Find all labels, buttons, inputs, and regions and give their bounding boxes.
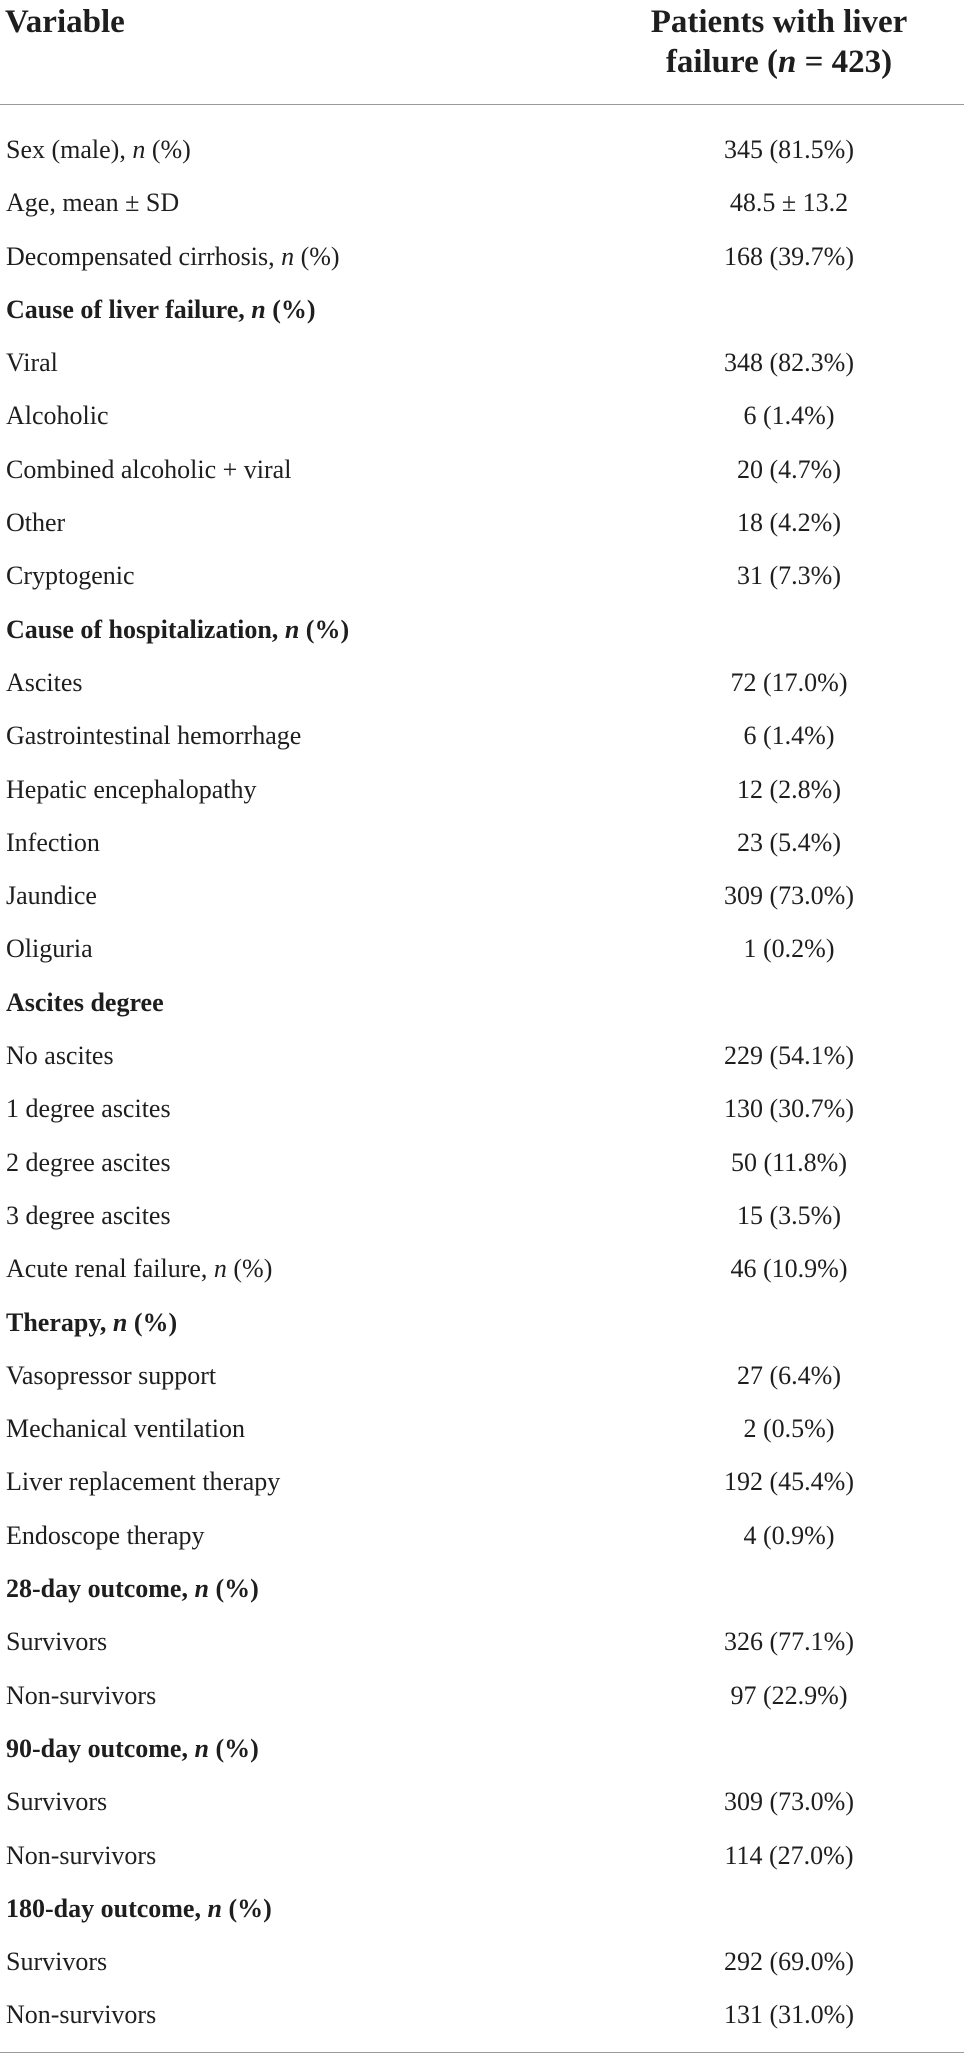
row-label	[6, 176, 179, 229]
row-label-text: Alcoholic	[6, 401, 109, 431]
row-label	[6, 123, 191, 176]
column-header-variable: Variable	[5, 4, 125, 40]
table-row	[0, 1029, 968, 1082]
header-rule	[0, 104, 964, 105]
row-value: 229 (54.1%)	[724, 1041, 854, 1071]
column-header-patients-line2	[610, 42, 948, 82]
row-label	[6, 816, 100, 869]
row-value: 20 (4.7%)	[737, 454, 841, 484]
table-row	[0, 1615, 968, 1668]
section-heading	[6, 603, 349, 656]
row-label-n: n	[132, 135, 146, 164]
row-label-n: n	[194, 1574, 209, 1604]
row-value: 168 (39.7%)	[724, 241, 854, 271]
row-value: 292 (69.0%)	[724, 1947, 854, 1977]
row-value: 345 (81.5%)	[724, 135, 854, 164]
row-label	[6, 656, 83, 709]
row-label	[6, 389, 109, 442]
row-label	[6, 336, 58, 389]
row-label	[6, 1988, 156, 2041]
row-label-text: Ascites	[6, 667, 83, 697]
row-label	[6, 1935, 107, 1988]
table-row	[0, 123, 968, 176]
row-label	[6, 443, 291, 496]
table-bottom-rule	[0, 2052, 964, 2053]
table-row	[0, 1829, 968, 1882]
row-label-text: Non-survivors	[6, 1840, 157, 1870]
row-label-n: n	[112, 1307, 128, 1337]
row-value: 192 (45.4%)	[724, 1467, 854, 1497]
row-label-text: Cause of liver failure,	[6, 294, 252, 324]
row-label-n: n	[281, 241, 295, 271]
row-value: 18 (4.2%)	[737, 508, 841, 538]
table-row	[0, 443, 968, 496]
row-label-n: n	[194, 1733, 209, 1763]
row-label-text: Combined alcoholic + viral	[6, 454, 292, 484]
table-row	[0, 1775, 968, 1828]
table-row	[0, 816, 968, 869]
row-label-text: Ascites degree	[6, 987, 164, 1017]
column-header-suffix: = 423)	[796, 44, 893, 80]
table-row	[0, 922, 968, 975]
row-label-suffix: (%)	[265, 294, 316, 324]
row-label	[6, 709, 301, 762]
row-label-text: 3 degree ascites	[6, 1200, 171, 1230]
row-label-text: Jaundice	[6, 881, 97, 911]
row-label	[6, 869, 97, 922]
row-label-suffix: (%)	[299, 614, 350, 644]
row-value: 1 (0.2%)	[743, 934, 835, 964]
row-label-text: Cause of hospitalization,	[6, 614, 285, 644]
row-label-text: Age, mean ± SD	[6, 188, 180, 218]
table-row	[0, 1189, 968, 1242]
row-label-text: 1 degree ascites	[6, 1094, 171, 1124]
table-row	[0, 1988, 968, 2041]
row-value: 2 (0.5%)	[743, 1414, 835, 1444]
row-label	[6, 922, 93, 975]
table-row	[0, 656, 968, 709]
column-header-n: n	[777, 44, 797, 80]
row-label-text: Cryptogenic	[6, 561, 135, 591]
row-label	[6, 1829, 156, 1882]
row-label-text: Infection	[6, 827, 100, 857]
section-heading	[6, 283, 316, 336]
row-value: 27 (6.4%)	[737, 1360, 841, 1390]
row-label-text: 2 degree ascites	[6, 1147, 171, 1177]
row-value: 72 (17.0%)	[730, 667, 848, 697]
row-label	[6, 1455, 280, 1508]
row-label-text: Survivors	[6, 1787, 108, 1817]
row-label-text: Survivors	[6, 1627, 108, 1657]
row-label-text: Vasopressor support	[6, 1360, 217, 1390]
table-row	[0, 496, 968, 549]
section-heading-row	[0, 1296, 968, 1349]
row-label-text: Therapy,	[6, 1307, 113, 1337]
row-label-text: 28-day outcome,	[6, 1574, 195, 1604]
row-label-text: Other	[6, 508, 66, 538]
row-label	[6, 1349, 216, 1402]
row-label-text: Non-survivors	[6, 2000, 157, 2030]
row-label-text: Hepatic encephalopathy	[6, 774, 257, 804]
row-value: 97 (22.9%)	[730, 1680, 848, 1710]
row-label-n: n	[284, 614, 300, 644]
row-label	[6, 1189, 171, 1242]
row-label-text: 180-day outcome,	[6, 1893, 208, 1923]
table-row	[0, 763, 968, 816]
row-label	[6, 1402, 245, 1455]
column-header-patients	[610, 2, 948, 82]
row-value: 48.5 ± 13.2	[729, 188, 849, 218]
row-label	[6, 1775, 107, 1828]
row-label-suffix: (%)	[294, 241, 340, 271]
row-label	[6, 496, 65, 549]
table-row	[0, 1136, 968, 1189]
section-heading	[6, 1882, 272, 1935]
row-value: 15 (3.5%)	[737, 1200, 841, 1230]
row-label-n: n	[251, 294, 266, 324]
row-label-text: Oliguria	[6, 934, 93, 964]
table-row	[0, 709, 968, 762]
section-heading	[6, 1722, 259, 1775]
row-value: 309 (73.0%)	[724, 881, 854, 911]
table-body	[0, 123, 968, 2042]
row-label-text: Gastrointestinal hemorrhage	[6, 721, 302, 751]
section-heading-row	[0, 603, 968, 656]
row-value: 46 (10.9%)	[730, 1254, 848, 1284]
row-value: 31 (7.3%)	[737, 561, 841, 591]
section-heading-row	[0, 1562, 968, 1615]
row-label	[6, 1242, 272, 1295]
row-label	[6, 230, 340, 283]
row-value: 348 (82.3%)	[724, 348, 854, 378]
table-row	[0, 549, 968, 602]
section-heading-row	[0, 1722, 968, 1775]
table-row	[0, 1455, 968, 1508]
row-label	[6, 1136, 171, 1189]
section-heading-row	[0, 976, 968, 1029]
row-label-text: Sex (male),	[6, 135, 133, 164]
row-value: 326 (77.1%)	[724, 1627, 854, 1657]
table-row	[0, 1242, 968, 1295]
table-row	[0, 336, 968, 389]
row-value: 50 (11.8%)	[730, 1147, 847, 1177]
row-label-text: Survivors	[6, 1947, 108, 1977]
section-heading-row	[0, 283, 968, 336]
row-value: 114 (27.0%)	[724, 1840, 854, 1870]
row-label	[6, 1029, 114, 1082]
table-row	[0, 1082, 968, 1135]
row-value: 12 (2.8%)	[737, 774, 841, 804]
row-label-text: Viral	[6, 348, 58, 378]
section-heading	[6, 1296, 177, 1349]
row-label	[6, 549, 135, 602]
row-label-suffix: (%)	[221, 1893, 272, 1923]
row-label	[6, 1082, 171, 1135]
column-header-prefix: failure (	[665, 44, 778, 80]
section-heading	[6, 1562, 259, 1615]
row-label-text: Acute renal failure,	[6, 1254, 214, 1284]
row-value: 6 (1.4%)	[743, 721, 835, 751]
row-label-text: 90-day outcome,	[6, 1733, 195, 1763]
table-row	[0, 1402, 968, 1455]
table-row	[0, 1349, 968, 1402]
row-label-text: Endoscope therapy	[6, 1520, 205, 1550]
section-heading	[6, 976, 164, 1029]
row-label-text: Decompensated cirrhosis,	[6, 241, 282, 271]
row-label-text: No ascites	[6, 1041, 114, 1071]
row-label-text: Mechanical ventilation	[6, 1414, 245, 1444]
row-label-n: n	[207, 1893, 222, 1923]
row-label-n: n	[213, 1254, 227, 1284]
table-row	[0, 1669, 968, 1722]
row-label-suffix: (%)	[145, 135, 191, 164]
row-value: 6 (1.4%)	[743, 401, 835, 431]
row-value: 309 (73.0%)	[724, 1787, 854, 1817]
table-row	[0, 1935, 968, 1988]
row-value: 23 (5.4%)	[737, 827, 841, 857]
row-value: 131 (31.0%)	[724, 2000, 854, 2030]
row-label-suffix: (%)	[226, 1254, 273, 1284]
section-heading-row	[0, 1882, 968, 1935]
row-label-text: Liver replacement therapy	[6, 1467, 281, 1497]
table-row	[0, 389, 968, 442]
row-label-suffix: (%)	[208, 1733, 259, 1763]
row-label-text: Non-survivors	[6, 1680, 157, 1710]
row-value: 130 (30.7%)	[724, 1094, 854, 1124]
table-row	[0, 176, 968, 229]
row-label-suffix: (%)	[127, 1307, 178, 1337]
table-row	[0, 230, 968, 283]
row-label	[6, 1615, 107, 1668]
row-value: 4 (0.9%)	[743, 1520, 835, 1550]
column-header-patients-line1: Patients with liver	[650, 4, 908, 40]
table-header	[0, 0, 968, 104]
row-label-suffix: (%)	[208, 1574, 259, 1604]
row-label	[6, 1669, 156, 1722]
table-row	[0, 869, 968, 922]
row-label	[6, 1509, 205, 1562]
table-row	[0, 1509, 968, 1562]
row-label	[6, 763, 257, 816]
